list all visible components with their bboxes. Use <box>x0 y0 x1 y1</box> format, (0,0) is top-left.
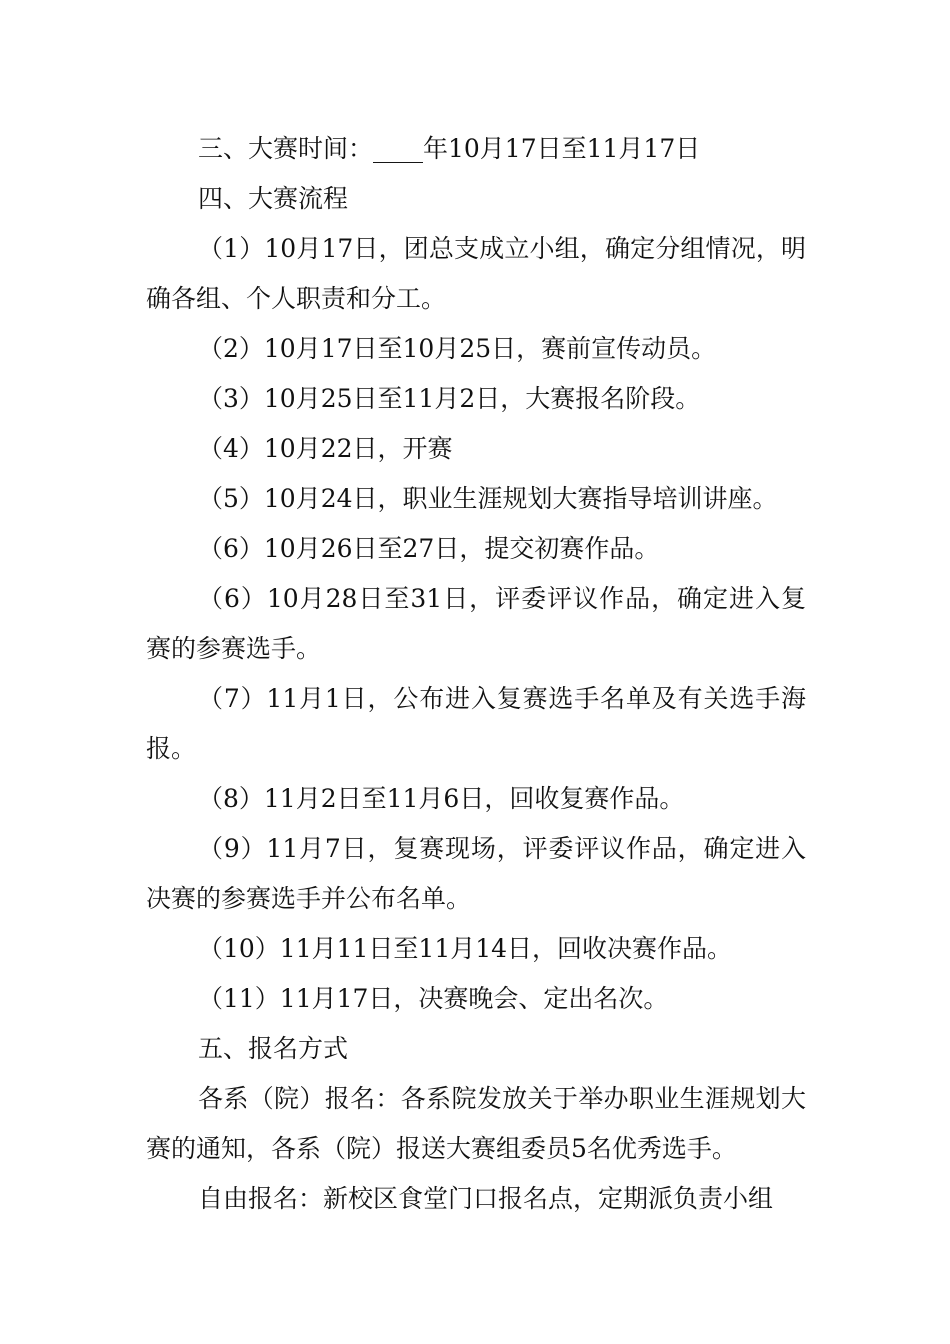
process-item: （2）10月17日至10月25日，赛前宣传动员。 <box>198 334 717 363</box>
process-item: （10）11月11日至11月14日，回收决赛作品。 <box>198 934 733 963</box>
document-body <box>146 124 806 1224</box>
process-item: （5）10月24日，职业生涯规划大赛指导培训讲座。 <box>198 484 778 513</box>
section-heading-registration: 五、报名方式 <box>198 1034 349 1063</box>
registration-paragraph: 自由报名：新校区食堂门口报名点，定期派负责小组 <box>198 1184 774 1213</box>
process-item: （7）11月1日，公布进入复赛选手名单及有关选手海报。 <box>146 684 806 763</box>
process-item: （9）11月7日，复赛现场，评委评议作品，确定进入决赛的参赛选手并公布名单。 <box>146 834 806 913</box>
process-item: （6）10月26日至27日，提交初赛作品。 <box>198 534 660 563</box>
registration-paragraph: 各系（院）报名：各系院发放关于举办职业生涯规划大赛的通知，各系（院）报送大赛组委员5名优秀选手。 <box>146 1084 806 1163</box>
process-item: （11）11月17日，决赛晚会、定出名次。 <box>198 984 669 1013</box>
process-item: （6）10月28日至31日，评委评议作品，确定进入复赛的参赛选手。 <box>146 584 806 663</box>
process-item: （3）10月25日至11月2日，大赛报名阶段。 <box>198 384 701 413</box>
process-item: （4）10月22日，开赛 <box>198 434 453 463</box>
process-item: （8）11月2日至11月6日，回收复赛作品。 <box>198 784 685 813</box>
section-heading-process: 四、大赛流程 <box>198 184 349 213</box>
process-item: （1）10月17日，团总支成立小组，确定分组情况，明确各组、个人职责和分工。 <box>146 234 806 313</box>
section-heading-time: 三、大赛时间：____年10月17日至11月17日 <box>198 134 701 163</box>
